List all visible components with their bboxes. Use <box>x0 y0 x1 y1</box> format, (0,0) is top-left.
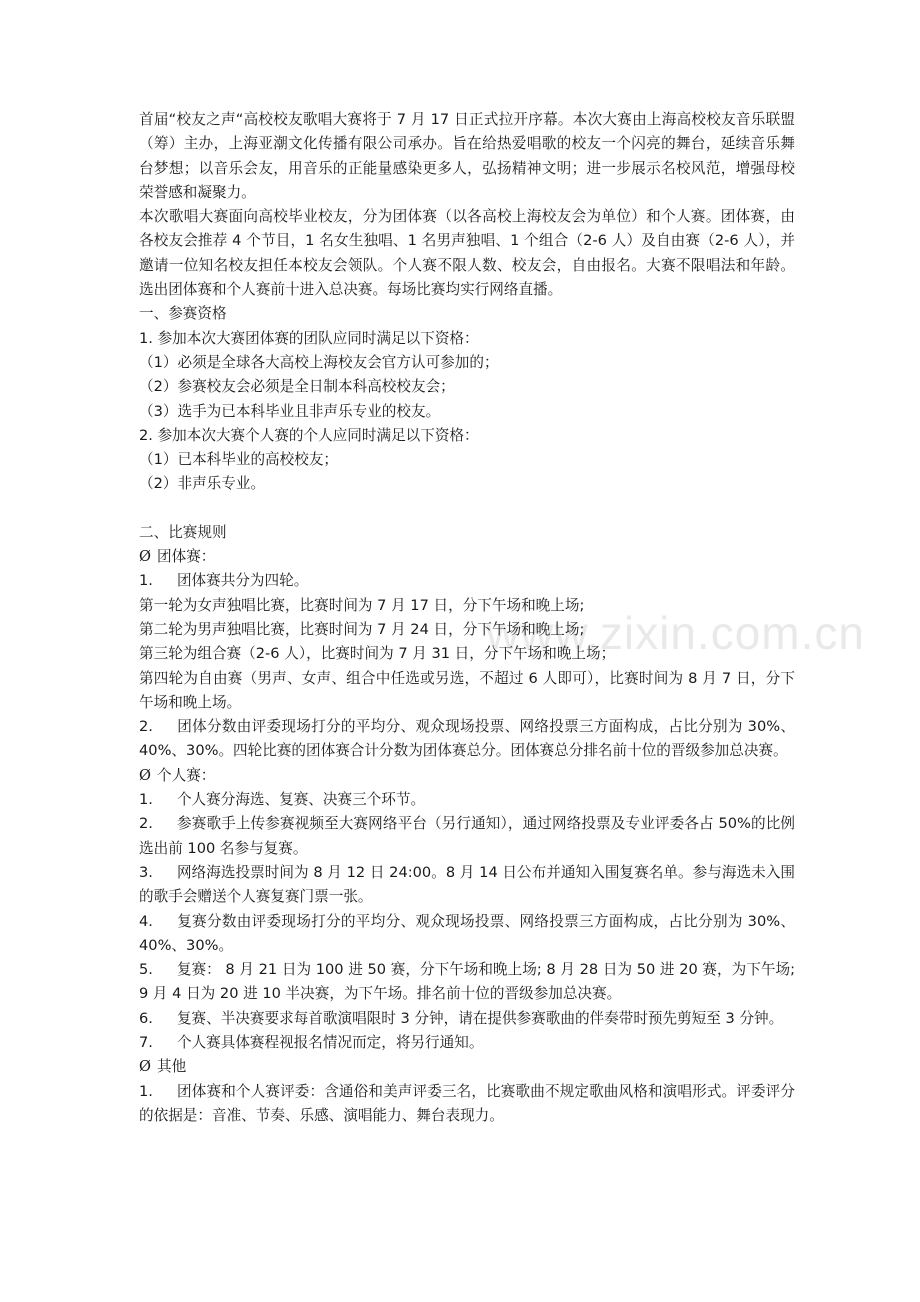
item-number: 5. <box>139 961 153 979</box>
bullet-icon: Ø <box>139 766 151 784</box>
item-text: 复赛分数由评委现场打分的平均分、观众现场投票、网络投票三方面构成，占比分别为 30%、40%、30%。 <box>139 912 795 954</box>
item-text: 团体赛共分为四轮。 <box>176 572 309 590</box>
team-round: 第四轮为自由赛（男声、女声、组合中任选或另选，不超过 6 人即可），比赛时间为 8 月 7 日，分下午场和晚上场。 <box>139 669 795 711</box>
section-1-line: （1）必须是全球各大高校上海校友会官方认可参加的； <box>139 353 499 371</box>
section-1-line: 2. 参加本次大赛个人赛的个人应同时满足以下资格： <box>139 426 479 444</box>
item-number: 7. <box>139 1033 153 1051</box>
item-number: 2. <box>139 815 153 833</box>
watermark: www.zixin.com.cn <box>486 607 865 659</box>
item-number: 3. <box>139 863 153 881</box>
individual-item <box>139 1007 795 1031</box>
team-round: 第二轮为男声独唱比赛，比赛时间为 7 月 24 日，分下午场和晚上场; <box>139 620 585 638</box>
intro-paragraph-1: 首届“校友之声“高校校友歌唱大赛将于 7 月 17 日正式拉开序幕。本次大赛由上海高校校友音乐联盟（筹）主办，上海亚潮文化传播有限公司承办。旨在给热爱唱歌的校友一个闪亮的舞台，延续音乐舞台梦想；以音乐会友，用音乐的正能量感染更多人，弘扬精神文明；进一步展示名校风范，增强母校荣誉感和凝聚力。 <box>139 111 795 201</box>
section-1-line: 1. 参加本次大赛团体赛的团队应同时满足以下资格： <box>139 329 479 347</box>
team-heading-label: 团体赛： <box>157 548 216 566</box>
document-body <box>139 108 795 1128</box>
team-heading <box>139 545 795 569</box>
section-1-line: （1）已本科毕业的高校校友； <box>139 451 339 469</box>
item-text: 团体赛和个人赛评委：含通俗和美声评委三名，比赛歌曲不规定歌曲风格和演唱形式。评委评分的依据是：音准、节奏、乐感、演唱能力、舞台表现力。 <box>139 1082 795 1124</box>
individual-item <box>139 812 795 861</box>
item-number: 1. <box>139 1082 153 1100</box>
section-1-line: （3）选手为已本科毕业且非声乐专业的校友。 <box>139 402 441 420</box>
individual-item <box>139 910 795 959</box>
section-1-line: （2）参赛校友会必须是全日制本科高校校友会； <box>139 378 455 396</box>
intro-paragraph-2: 本次歌唱大赛面向高校毕业校友，分为团体赛（以各高校上海校友会为单位）和个人赛。团体赛，由各校友会推荐 4 个节目，1 名女生独唱、1 名男声独唱、1 个组合（2-6 人）及自由赛（2-6 人），并邀请一位知名校友担任本校友会领队。个人赛不限人数、校友会，自由报名。大赛不限唱法和年龄。选出团体赛和个人赛前十进入总决赛。每场比赛均实行网络直播。 <box>139 208 795 299</box>
section-2-title: 二、比赛规则 <box>139 523 227 541</box>
item-text: 复赛： 8 月 21 日为 100 进 50 赛，分下午场和晚上场; 8 月 28 日为 50 进 20 赛，为下午场; 9 月 4 日为 20 进 10 半决赛，为下午场。排名前十位的晋级参加总决赛。 <box>139 961 795 1003</box>
team-item-1 <box>139 569 795 593</box>
section-1-title: 一、参赛资格 <box>139 305 227 323</box>
bullet-icon: Ø <box>139 548 151 566</box>
other-item <box>139 1080 795 1129</box>
individual-item <box>139 1031 795 1055</box>
item-number: 4. <box>139 912 153 930</box>
team-round: 第三轮为组合赛（2-6 人），比赛时间为 7 月 31 日，分下午场和晚上场； <box>139 645 616 663</box>
other-heading-label: 其他 <box>157 1058 187 1076</box>
item-number: 1. <box>139 791 153 809</box>
item-number: 2. <box>139 718 153 736</box>
individual-heading-label: 个人赛： <box>157 766 216 784</box>
item-text: 团体分数由评委现场打分的平均分、观众现场投票、网络投票三方面构成，占比分别为 30%、40%、30%。四轮比赛的团体赛合计分数为团体赛总分。团体赛总分排名前十位的晋级参加总决赛。 <box>139 718 795 760</box>
other-heading <box>139 1055 795 1079</box>
team-item-2 <box>139 715 795 764</box>
individual-item <box>139 958 795 1007</box>
bullet-icon: Ø <box>139 1058 151 1076</box>
individual-heading <box>139 764 795 788</box>
individual-item <box>139 788 795 812</box>
section-1-line: （2）非声乐专业。 <box>139 475 266 493</box>
item-text: 个人赛分海选、复赛、决赛三个环节。 <box>176 791 426 809</box>
individual-item <box>139 861 795 910</box>
item-text: 参赛歌手上传参赛视频至大赛网络平台（另行通知），通过网络投票及专业评委各占 50%的比例选出前 100 名参与复赛。 <box>139 815 795 857</box>
item-text: 复赛、半决赛要求每首歌演唱限时 3 分钟，请在提供参赛歌曲的伴奏带时预先剪短至 3 分钟。 <box>176 1009 784 1027</box>
item-text: 网络海选投票时间为 8 月 12 日 24:00。8 月 14 日公布并通知入围复赛名单。参与海选未入围的歌手会赠送个人赛复赛门票一张。 <box>139 863 795 906</box>
item-number: 1. <box>139 572 153 590</box>
team-round: 第一轮为女声独唱比赛，比赛时间为 7 月 17 日，分下午场和晚上场; <box>139 596 585 614</box>
item-number: 6. <box>139 1009 153 1027</box>
paragraph-gap <box>139 497 795 521</box>
item-text: 个人赛具体赛程视报名情况而定，将另行通知。 <box>176 1033 484 1051</box>
